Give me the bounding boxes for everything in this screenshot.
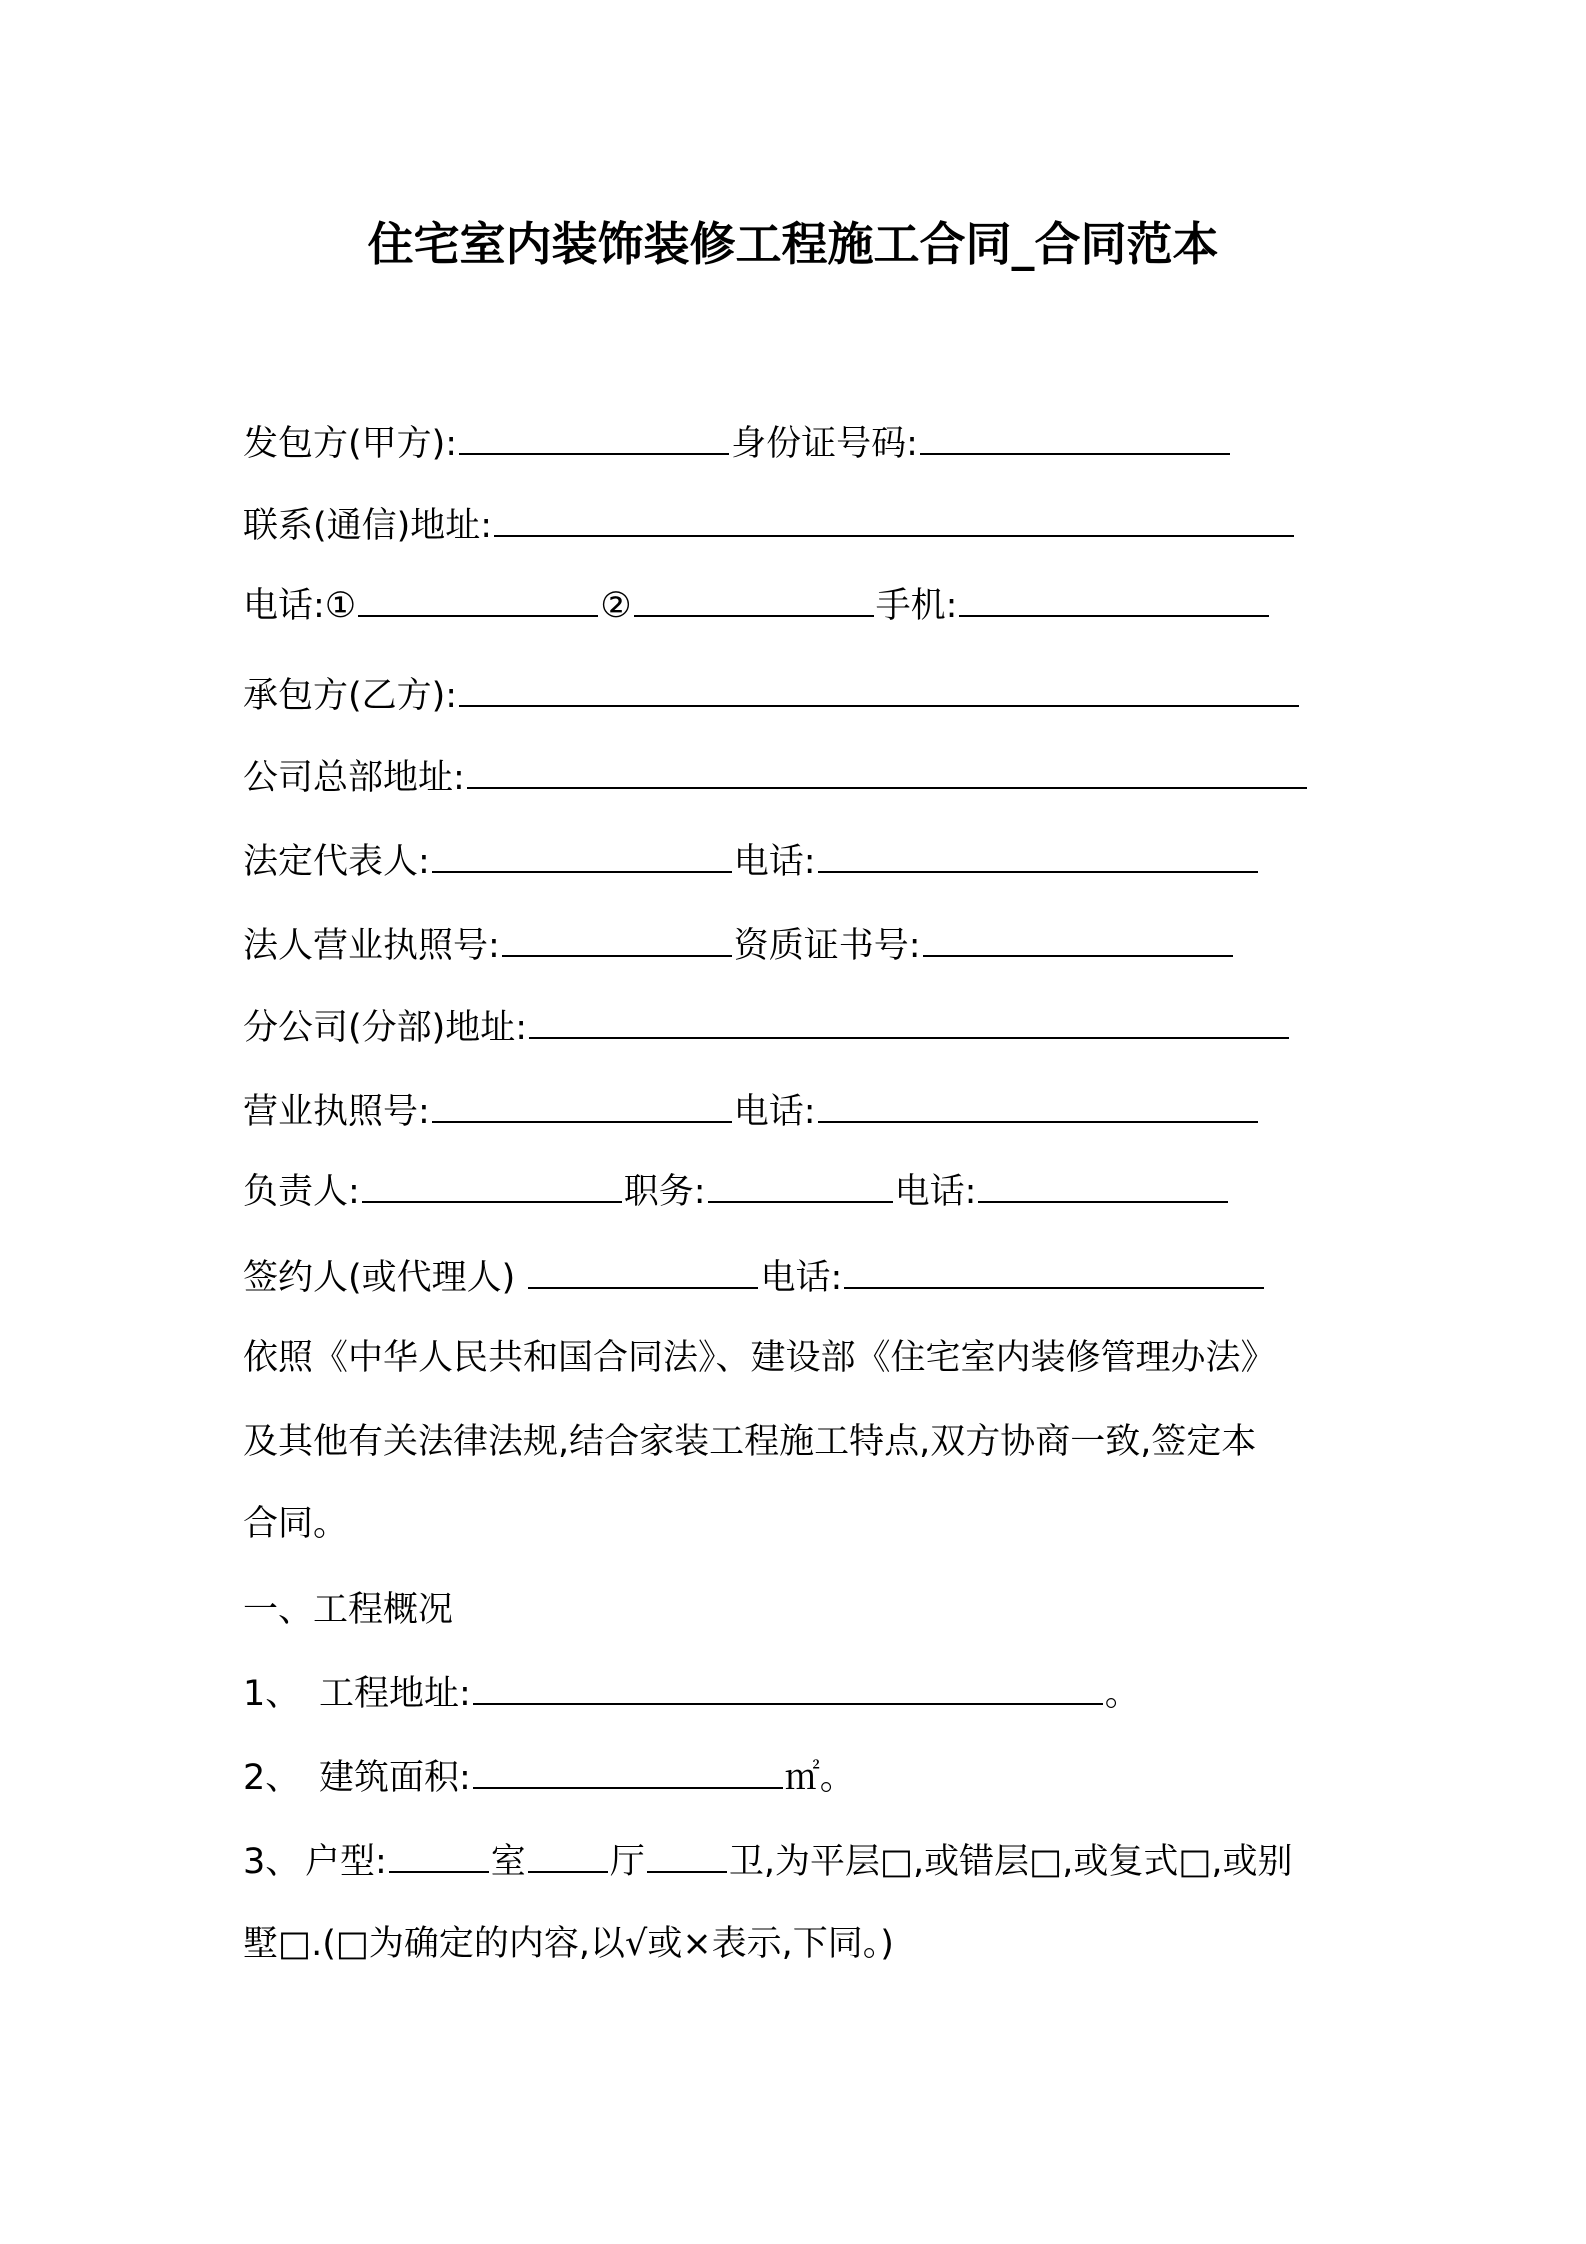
- legal-rep-line: [243, 838, 1260, 886]
- item-1-number: 1、: [243, 1674, 301, 1714]
- hq-address-label: 公司总部地址:: [243, 758, 465, 798]
- preamble-line-2: 及其他有关法律法规,结合家装工程施工特点,双方协商一致,签定本: [243, 1422, 1257, 1462]
- party-a-line: [243, 420, 1232, 468]
- person-in-charge-phone-blank[interactable]: [978, 1175, 1228, 1203]
- person-in-charge-blank[interactable]: [362, 1175, 622, 1203]
- qualification-no-label: 资质证书号:: [733, 926, 921, 966]
- building-area-unit: ㎡。: [784, 1758, 855, 1798]
- project-address-label: 工程地址:: [319, 1674, 471, 1714]
- party-a-label: 发包方(甲方):: [243, 424, 458, 464]
- business-license-blank[interactable]: [432, 1095, 732, 1123]
- signatory-phone-blank[interactable]: [844, 1261, 1264, 1289]
- hq-address-line: [243, 754, 1309, 802]
- mobile-label: 手机:: [875, 586, 958, 626]
- license-line: [243, 922, 1235, 970]
- phone-1-marker: ①: [324, 586, 357, 626]
- qualification-no-blank[interactable]: [923, 929, 1233, 957]
- person-in-charge-label: 负责人:: [243, 1172, 360, 1212]
- bath-and-options-text: 卫,为平层□,或错层□,或复式□,或别: [728, 1842, 1293, 1882]
- room-count-blank[interactable]: [389, 1845, 489, 1873]
- hall-count-blank[interactable]: [528, 1845, 608, 1873]
- phone-label-a: 电话:: [243, 586, 325, 626]
- signatory-phone-label: 电话:: [760, 1258, 843, 1298]
- party-a-blank[interactable]: [459, 427, 729, 455]
- contact-address-blank[interactable]: [494, 509, 1294, 537]
- id-number-label: 身份证号码:: [731, 424, 918, 464]
- bath-count-blank[interactable]: [647, 1845, 727, 1873]
- hall-label: 厅: [609, 1842, 645, 1882]
- legal-rep-phone-blank[interactable]: [818, 845, 1258, 873]
- business-license-phone-blank[interactable]: [818, 1095, 1258, 1123]
- building-area-label: 建筑面积:: [319, 1758, 471, 1798]
- legal-rep-label: 法定代表人:: [243, 842, 430, 882]
- phone-1-blank[interactable]: [358, 589, 598, 617]
- item-3-number: 3、: [243, 1842, 301, 1882]
- signatory-label: 签约人(或代理人): [243, 1258, 516, 1298]
- party-b-label: 承包方(乙方):: [243, 676, 458, 716]
- license-no-blank[interactable]: [502, 929, 732, 957]
- signatory-line: [243, 1254, 1266, 1302]
- party-b-blank[interactable]: [459, 679, 1299, 707]
- legal-rep-blank[interactable]: [432, 845, 732, 873]
- phone-2-marker: ②: [600, 586, 632, 626]
- business-license-label: 营业执照号:: [243, 1092, 430, 1132]
- room-label: 室: [490, 1842, 526, 1882]
- project-address-line: [243, 1670, 1140, 1718]
- branch-address-line: [243, 1004, 1291, 1052]
- person-in-charge-phone-label: 电话:: [894, 1172, 977, 1212]
- hq-address-blank[interactable]: [467, 761, 1307, 789]
- person-in-charge-line: [243, 1168, 1230, 1216]
- project-address-blank[interactable]: [473, 1677, 1103, 1705]
- legal-rep-phone-label: 电话:: [733, 842, 816, 882]
- unit-type-line-2: 墅□.(□为确定的内容,以√或×表示,下同。): [243, 1924, 894, 1964]
- business-license-line: [243, 1088, 1260, 1136]
- branch-address-label: 分公司(分部)地址:: [243, 1008, 528, 1048]
- signatory-blank[interactable]: [528, 1261, 758, 1289]
- contact-address-label: 联系(通信)地址:: [243, 506, 493, 546]
- project-address-end: 。: [1104, 1674, 1140, 1714]
- party-b-line: [243, 672, 1301, 720]
- building-area-line: [243, 1754, 855, 1802]
- id-number-blank[interactable]: [920, 427, 1230, 455]
- document-title: 住宅室内装饰装修工程施工合同_合同范本: [367, 217, 1219, 271]
- phone-2-blank[interactable]: [634, 589, 874, 617]
- preamble-line-3: 合同。: [243, 1504, 349, 1544]
- preamble-line-1: 依照《中华人民共和国合同法》、建设部《住宅室内装修管理办法》: [243, 1338, 1276, 1378]
- position-label: 职务:: [623, 1172, 706, 1212]
- license-no-label: 法人营业执照号:: [243, 926, 500, 966]
- mobile-blank[interactable]: [959, 589, 1269, 617]
- contact-address-line: [243, 502, 1296, 550]
- unit-type-label: 户型:: [305, 1842, 387, 1882]
- building-area-blank[interactable]: [473, 1761, 783, 1789]
- section-1-heading: 一、工程概况: [243, 1590, 454, 1630]
- position-blank[interactable]: [708, 1175, 893, 1203]
- branch-address-blank[interactable]: [529, 1011, 1289, 1039]
- business-license-phone-label: 电话:: [733, 1092, 816, 1132]
- unit-type-line: [243, 1838, 1293, 1886]
- item-2-number: 2、: [243, 1758, 301, 1798]
- phone-line: [243, 582, 1271, 630]
